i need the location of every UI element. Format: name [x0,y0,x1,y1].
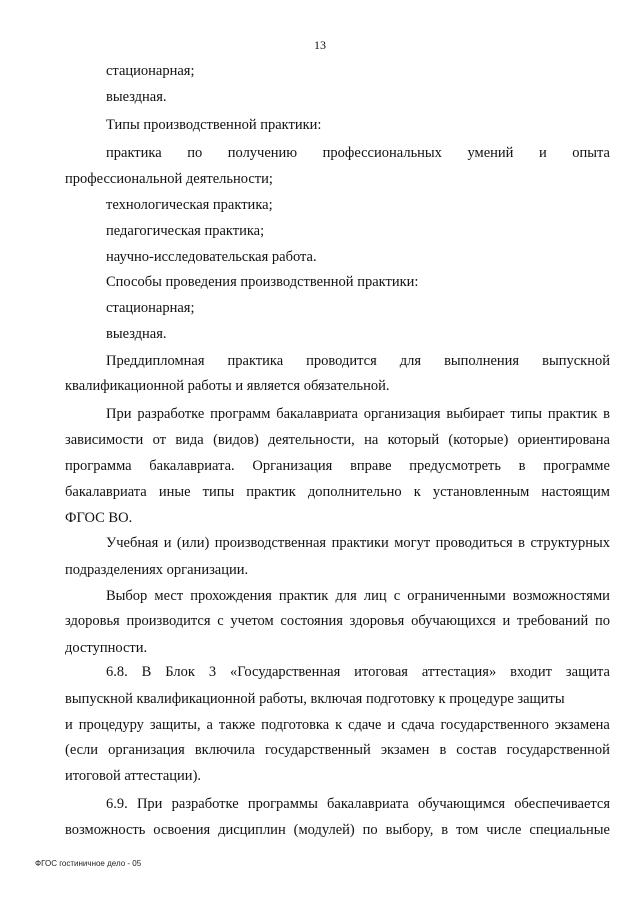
word: практик [547,406,598,422]
word: выпускной [542,353,610,369]
text-line: выпускной квалификационной работы, включая подготовку к процедуре защиты [65,691,565,707]
word: настоящим [541,484,610,500]
text-line [65,457,610,475]
word: (видов) [213,432,259,448]
text-line [106,795,610,813]
word: предусмотреть [409,458,501,474]
text-line [65,431,610,449]
word: производственная [214,535,327,551]
word: прохождения [190,588,272,604]
word: типы [202,484,235,500]
word: защита [565,664,610,680]
word: бакалавриата [327,796,409,812]
word: обучающимся [418,796,506,812]
text-line: ФГОС ВО. [65,510,133,526]
text-line: подразделениях организации. [65,562,249,578]
word: в [441,822,449,838]
word: В [141,664,152,680]
text-line [106,144,610,162]
word: типы [510,406,543,422]
text-line [65,612,610,630]
word: лиц [363,588,387,604]
word: (модулей) [293,822,355,838]
word: с [217,613,224,629]
word: с [393,588,401,604]
word: процедуру [78,717,144,733]
word: к [335,717,343,733]
word: проводится [306,353,377,369]
word: здоровья [65,613,120,629]
word: дополнительно [307,484,402,500]
word: могут [394,535,431,551]
word: программа [65,458,132,474]
word: требований [517,613,589,629]
word: учетом [230,613,274,629]
word: бакалавриата [65,484,147,500]
word: вида [175,432,204,448]
word: возможностями [512,588,610,604]
word: производится [126,613,211,629]
word: также [218,717,256,733]
text-line [106,534,610,552]
word: государственный [264,742,371,758]
word: по [362,822,378,838]
word: разработке [171,796,239,812]
word: состояния [280,613,343,629]
word: бакалавриата [276,406,358,422]
word: освоения [153,822,211,838]
word: аттестация» [421,664,497,680]
text-line [65,483,610,501]
word: возможность [65,822,146,838]
word: подготовка [261,717,330,733]
text-line [106,352,610,370]
word: Выбор [106,588,148,604]
word: включила [194,742,255,758]
word: программе [543,458,610,474]
text-line: педагогическая практика; [106,223,265,239]
text-line: выездная. [106,89,167,105]
word: к [413,484,421,500]
word: сдаче [348,717,382,733]
text-line: Типы производственной практики: [106,117,322,133]
word: выбору, [385,822,434,838]
word: в [439,742,447,758]
word: практика [106,145,162,161]
word: зависимости [65,432,144,448]
word: дисциплин [218,822,286,838]
word: установленным [432,484,530,500]
word: обеспечивается [514,796,610,812]
text-line [65,821,610,839]
word: Учебная [106,535,159,551]
word: 6.9. [106,796,128,812]
text-line: квалификационной работы и является обязательной. [65,378,390,394]
word: в [603,406,610,422]
word: мест [154,588,184,604]
word: для [335,588,357,604]
word: (которые) [448,432,509,448]
word: для [399,353,422,369]
footer-label: ФГОС гостиничное дело - 05 [35,859,142,868]
page-number: 13 [314,38,326,52]
text-line: Способы проведения производственной практики: [106,274,419,290]
word: деятельности, [268,432,355,448]
word: практика [227,353,284,369]
word: Организация [252,458,333,474]
word: При [106,406,132,422]
word: итоговая [354,664,408,680]
word: (если [65,742,99,758]
word: входит [510,664,552,680]
word: 6.8. [106,664,128,680]
word: по [594,613,610,629]
word: государственного [440,717,549,733]
text-line: доступности. [65,640,148,656]
word: выполнения [444,353,520,369]
word: сдача [401,717,435,733]
word: который [387,432,440,448]
word: ориентирована [517,432,610,448]
word: Блок [165,664,195,680]
word: обучающихся [411,613,496,629]
text-line: профессиональной деятельности; [65,171,273,187]
word: здоровья [349,613,405,629]
text-line [106,663,610,681]
text-line: итоговой аттестации). [65,768,202,784]
word: и [163,535,172,551]
word: При [136,796,163,812]
word: практик [278,588,329,604]
word: иные [158,484,191,500]
word: от [152,432,167,448]
word: и [387,717,396,733]
word: состав [456,742,497,758]
text-line: стационарная; [106,300,195,316]
word: числе [486,822,522,838]
word: а [206,717,213,733]
word: в [518,535,525,551]
word: Преддипломная [106,353,205,369]
word: практики [331,535,389,551]
word: государственной [506,742,610,758]
text-line [106,405,610,423]
word: на [364,432,379,448]
word: вправе [350,458,392,474]
word: 3 [208,664,217,680]
word: структурных [530,535,610,551]
word: специальные [529,822,610,838]
word: и [65,717,73,733]
word: в [518,458,526,474]
word: и [502,613,511,629]
word: выбирает [446,406,505,422]
word: умений [467,145,514,161]
word: и [538,145,547,161]
word: разработке [137,406,205,422]
word: практик [246,484,296,500]
text-line [65,716,610,734]
word: программ [210,406,271,422]
text-line: стационарная; [106,63,195,79]
word: экзамена [554,717,610,733]
word: защиты, [149,717,201,733]
word: бакалавриата. [149,458,235,474]
word: организация [363,406,441,422]
word: (или) [176,535,210,551]
text-line: научно-исследовательская работа. [106,249,317,265]
text-line [65,741,610,759]
word: опыта [572,145,610,161]
word: ограниченными [407,588,506,604]
word: профессиональных [322,145,442,161]
word: проводиться [435,535,513,551]
text-line: технологическая практика; [106,197,273,213]
word: по [187,145,203,161]
word: программы [247,796,318,812]
word: «Государственная [230,664,341,680]
text-line [106,587,610,605]
word: организация [108,742,185,758]
text-line: выездная. [106,326,167,342]
word: экзамен [380,742,430,758]
word: том [456,822,479,838]
word: получению [227,145,298,161]
